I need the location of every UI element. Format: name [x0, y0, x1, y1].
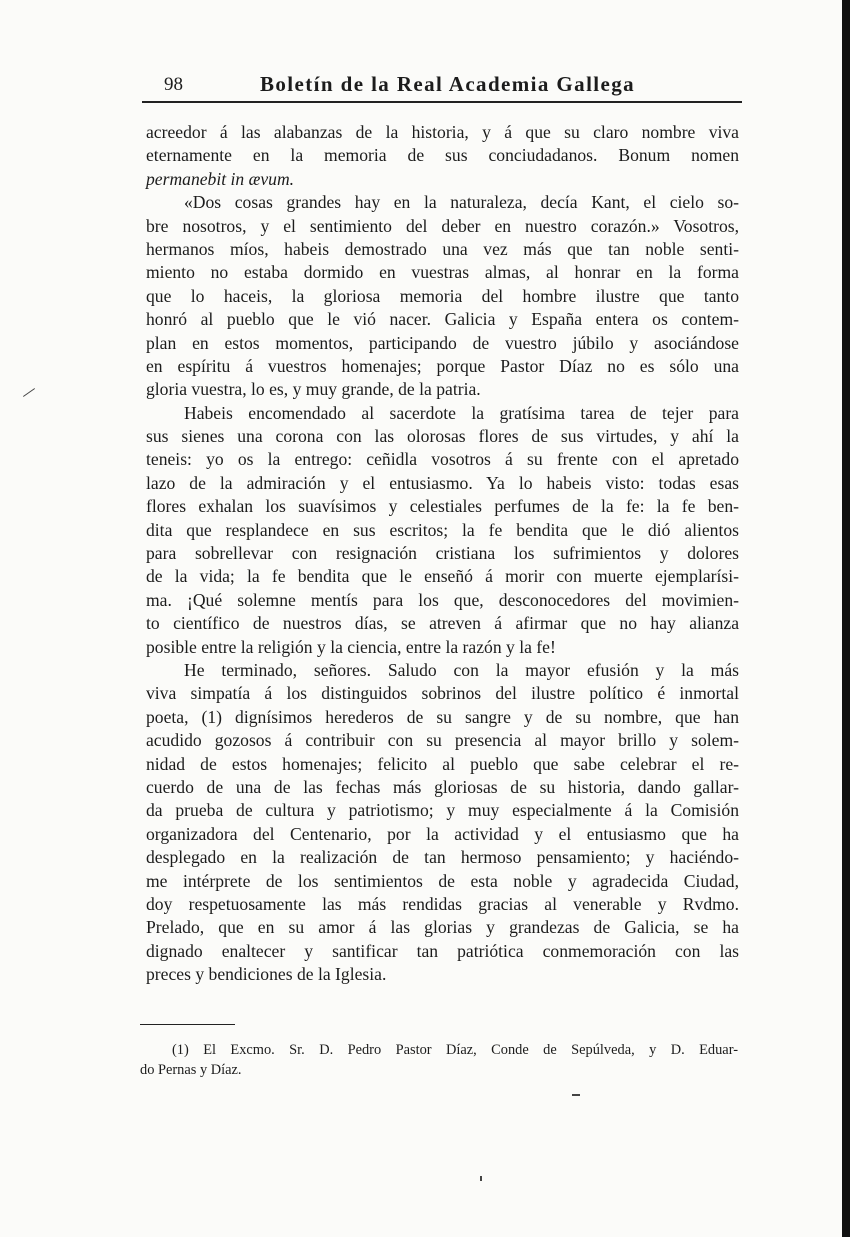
scan-speck	[572, 1094, 580, 1096]
text-line: desplegado en la realización de tan hermoso pensamiento; y haciéndo-	[146, 847, 739, 868]
body-text	[146, 121, 739, 986]
text-line: lazo de la admiración y el entusiasmo. Ya lo habeis visto: todas esas	[146, 472, 739, 493]
text-line: acreedor á las alabanzas de la historia, y á que su claro nombre viva	[146, 122, 739, 142]
text-line: me intérprete de los sentimientos de esta noble y agradecida Ciudad,	[146, 870, 739, 891]
footnote-rule	[140, 1024, 235, 1025]
paragraph-start-line: He terminado, señores. Saludo con la mayor efusión y la más	[184, 659, 739, 680]
scan-edge-border	[842, 0, 850, 1237]
page-header	[142, 70, 742, 104]
text-line: gloria vuestra, lo es, y muy grande, de la patria.	[146, 379, 481, 400]
text-line: viva simpatía á los distinguidos sobrinos del ilustre político é inmortal	[146, 683, 739, 704]
text-line: acudido gozosos á contribuir con su presencia al mayor brillo y solem-	[146, 730, 739, 751]
text-line: plan en estos momentos, participando de vuestro júbilo y asociándose	[146, 332, 739, 353]
paragraph-start-line: «Dos cosas grandes hay en la naturaleza, decía Kant, el cielo so-	[184, 192, 739, 213]
text-line: bre nosotros, y el sentimiento del deber en nuestro corazón.» Vosotros,	[146, 215, 739, 236]
text-line: sus sienes una corona con las olorosas flores de sus virtudes, y ahí la	[146, 426, 739, 447]
text-line: hermanos míos, habeis demostrado una vez más que tan noble senti-	[146, 238, 739, 259]
text-line: to científico de nuestros días, se atreven á afirmar que no hay alianza	[146, 613, 739, 634]
text-line: Prelado, que en su amor á las glorias y grandezas de Galicia, se ha	[146, 917, 739, 938]
text-line: da prueba de cultura y patriotismo; y muy especialmente á la Comisión	[146, 800, 739, 821]
paragraph-start-line: Habeis encomendado al sacerdote la gratísima tarea de tejer para	[184, 402, 739, 423]
scan-speck	[23, 388, 35, 397]
text-line: honró al pueblo que le vió nacer. Galicia y España entera os contem-	[146, 309, 739, 330]
text-line: nidad de estos homenajes; felicito al pueblo que sabe celebrar el re-	[146, 753, 739, 774]
text-line: eternamente en la memoria de sus conciudadanos. Bonum nomen	[146, 145, 739, 166]
text-line: teneis: yo os la entrego: ceñidla vosotros á su frente con el apretado	[146, 449, 739, 470]
running-title: Boletín de la Real Academia Gallega	[260, 72, 636, 96]
text-line: para sobrellevar con resignación cristiana los sufrimientos y dolores	[146, 543, 739, 564]
scan-speck	[480, 1176, 482, 1181]
text-line: miento no estaba dormido en vuestras almas, al honrar en la forma	[146, 262, 739, 283]
text-line: dignado enaltecer y santificar tan patriótica conmemoración con las	[146, 940, 739, 961]
text-line: que lo haceis, la gloriosa memoria del hombre ilustre que tanto	[146, 285, 739, 306]
text-line: preces y bendiciones de la Iglesia.	[146, 964, 387, 985]
text-line: poeta, (1) dignísimos herederos de su sangre y de su nombre, que han	[146, 706, 739, 727]
text-line: en espíritu á vuestros homenajes; porque Pastor Díaz no es sólo una	[146, 355, 739, 376]
text-line: cuerdo de una de las fechas más gloriosas de su historia, dando gallar-	[146, 776, 739, 797]
footnote-line: (1) El Excmo. Sr. D. Pedro Pastor Díaz, Conde de Sepúlveda, y D. Eduar-	[172, 1042, 738, 1058]
text-line: de la vida; la fe bendita que le enseñó á morir con muerte ejemplarísi-	[146, 566, 739, 587]
text-line: ma. ¡Qué solemne mentís para los que, desconocedores del movimien-	[146, 589, 739, 610]
text-line: doy respetuosamente las más rendidas gracias al venerable y Rvdmo.	[146, 893, 739, 914]
footnotes	[140, 1040, 738, 1080]
footnote-line: do Pernas y Díaz.	[140, 1062, 242, 1078]
text-line: flores exhalan los suavísimos y celestiales perfumes de la fe: la fe ben-	[146, 496, 739, 517]
text-line: organizadora del Centenario, por la actividad y el entusiasmo que ha	[146, 823, 739, 844]
header-rule	[142, 101, 742, 103]
text-line: permanebit in ævum.	[146, 168, 295, 189]
page-number: 98	[164, 74, 183, 95]
text-line: posible entre la religión y la ciencia, entre la razón y la fe!	[146, 636, 556, 657]
text-line: dita que resplandece en sus escritos; la fe bendita que le dió alientos	[146, 519, 739, 540]
